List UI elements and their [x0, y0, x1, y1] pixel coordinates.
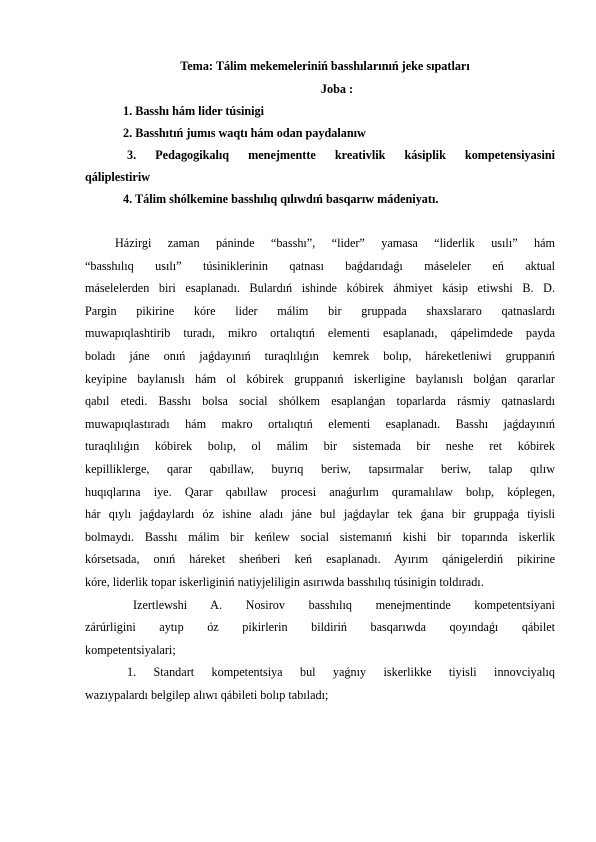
- plan-item-3: 3. Pedagogikalıq menejmentte kreativlik kásiplik kompetensiyasini: [127, 148, 555, 162]
- paragraph-2: [85, 594, 555, 662]
- paragraph-line: muwapıqlastıradı hám makro ortalıqtıń elementi esaplanadı. Basshı jaǵdayınıń: [85, 416, 555, 431]
- paragraph-line: “basshılıq usılı” túsiniklerinin qatnası baǵdarıdaǵı máseleler eń aktual: [85, 258, 555, 273]
- paragraph-line: kepilliklerge, qarar qabıllaw, buyrıq beriw, tapsırmalar beriw, talap qılıw: [85, 461, 555, 476]
- paragraph-1: [85, 232, 555, 594]
- paragraph-line: hár qıylı jaǵdaylardı óz ishine aladı jáne bul jaǵdaylar tek ǵana bir gruppaǵa tiyisli: [85, 507, 555, 522]
- paragraph-line: muwapıqlashtirib turadı, mikro ortalıqtıń elementi esaplanadı, qápelimdede payda: [85, 326, 555, 341]
- plan-heading: Joba :: [320, 82, 354, 96]
- plan-item-3-continuation: qáliplestiriw: [85, 170, 151, 184]
- paragraph-line: kórsetsada, onıń háreket sheńberi keń esaplanadı. Ayırım qánigelerdiń pikirine: [85, 552, 555, 567]
- paragraph-line: qabıl etedi. Basshı bolsa social shólkem esaplanǵan toparlarda rásmiy qatnaslardı: [85, 394, 555, 409]
- paragraph-line: kompetentsiyalari;: [85, 642, 176, 657]
- plan-item-4: 4. Tálim shólkemine basshılıq qılıwdıń basqarıw mádeniyatı.: [123, 192, 439, 206]
- paragraph-line: turaqlılıǵın kóbirek bolıp, ol málim bir sistemada bir neshe ret kóbirek: [85, 439, 555, 454]
- plan-item-2: 2. Basshıtıń jumıs waqtı hám odan paydalanıw: [123, 126, 366, 140]
- paragraph-line: Házirgi zaman páninde “basshı”, “lider” yamasa “liderlik usılı” hám: [115, 236, 555, 250]
- paragraph-line: máselelerden biri esaplanadı. Bulardıń ishinde kóbirek áhmiyet kásip etiwshi B. D.: [85, 281, 555, 296]
- paragraph-3: [85, 661, 555, 706]
- paragraph-line: wazıypalardı belgilep alıwı qábileti bolıp tabıladı;: [85, 687, 329, 702]
- paragraph-line: huqıqlarına iye. Qarar qabıllaw procesi anaǵurlım quramalılaw bolıp, kóplegen,: [85, 484, 555, 499]
- paragraph-line: Pargin pikirine kóre lider málim bir gruppada shaxslararo qatnaslardı: [85, 303, 555, 318]
- plan-item-1: 1. Basshı hám lider túsinigi: [123, 104, 264, 118]
- paragraph-line: bolmaydı. Basshı málim bir keńlew social sistemanıń kishi bir toparında iskerlik: [85, 529, 555, 544]
- paragraph-line: keyipine baylanıslı hám ol kóbirek gruppanıń iskerligine baylanıslı bolǵan qararlar: [85, 371, 555, 386]
- blank-line: [85, 210, 555, 232]
- paragraph-line: 1. Standart kompetentsiya bul yaǵnıy iskerlikke tiyisli innovciyalıq: [127, 665, 555, 680]
- paragraph-line: kóre, liderlik topar iskerliginiń natiyjeliligin asırıwda basshılıq túsinigin toldıradı.: [85, 574, 484, 589]
- document-body: [85, 55, 555, 706]
- paragraph-line: boladı jáne onıń jaǵdayınıń turaqlılıǵın kemrek bolıp, háreketleniwi gruppanıń: [85, 348, 555, 363]
- document-title: Tema: Tálim mekemeleriniń basshılarınıń jeke sıpatları: [180, 59, 470, 73]
- paragraph-line: Izertlewshi A. Nosirov basshılıq menejmentinde kompetentsiyani: [133, 597, 555, 612]
- paragraph-line: zárúrligini aytıp óz pikirlerin bildiriń basqarıwda qoyındaǵı qábilet: [85, 620, 555, 635]
